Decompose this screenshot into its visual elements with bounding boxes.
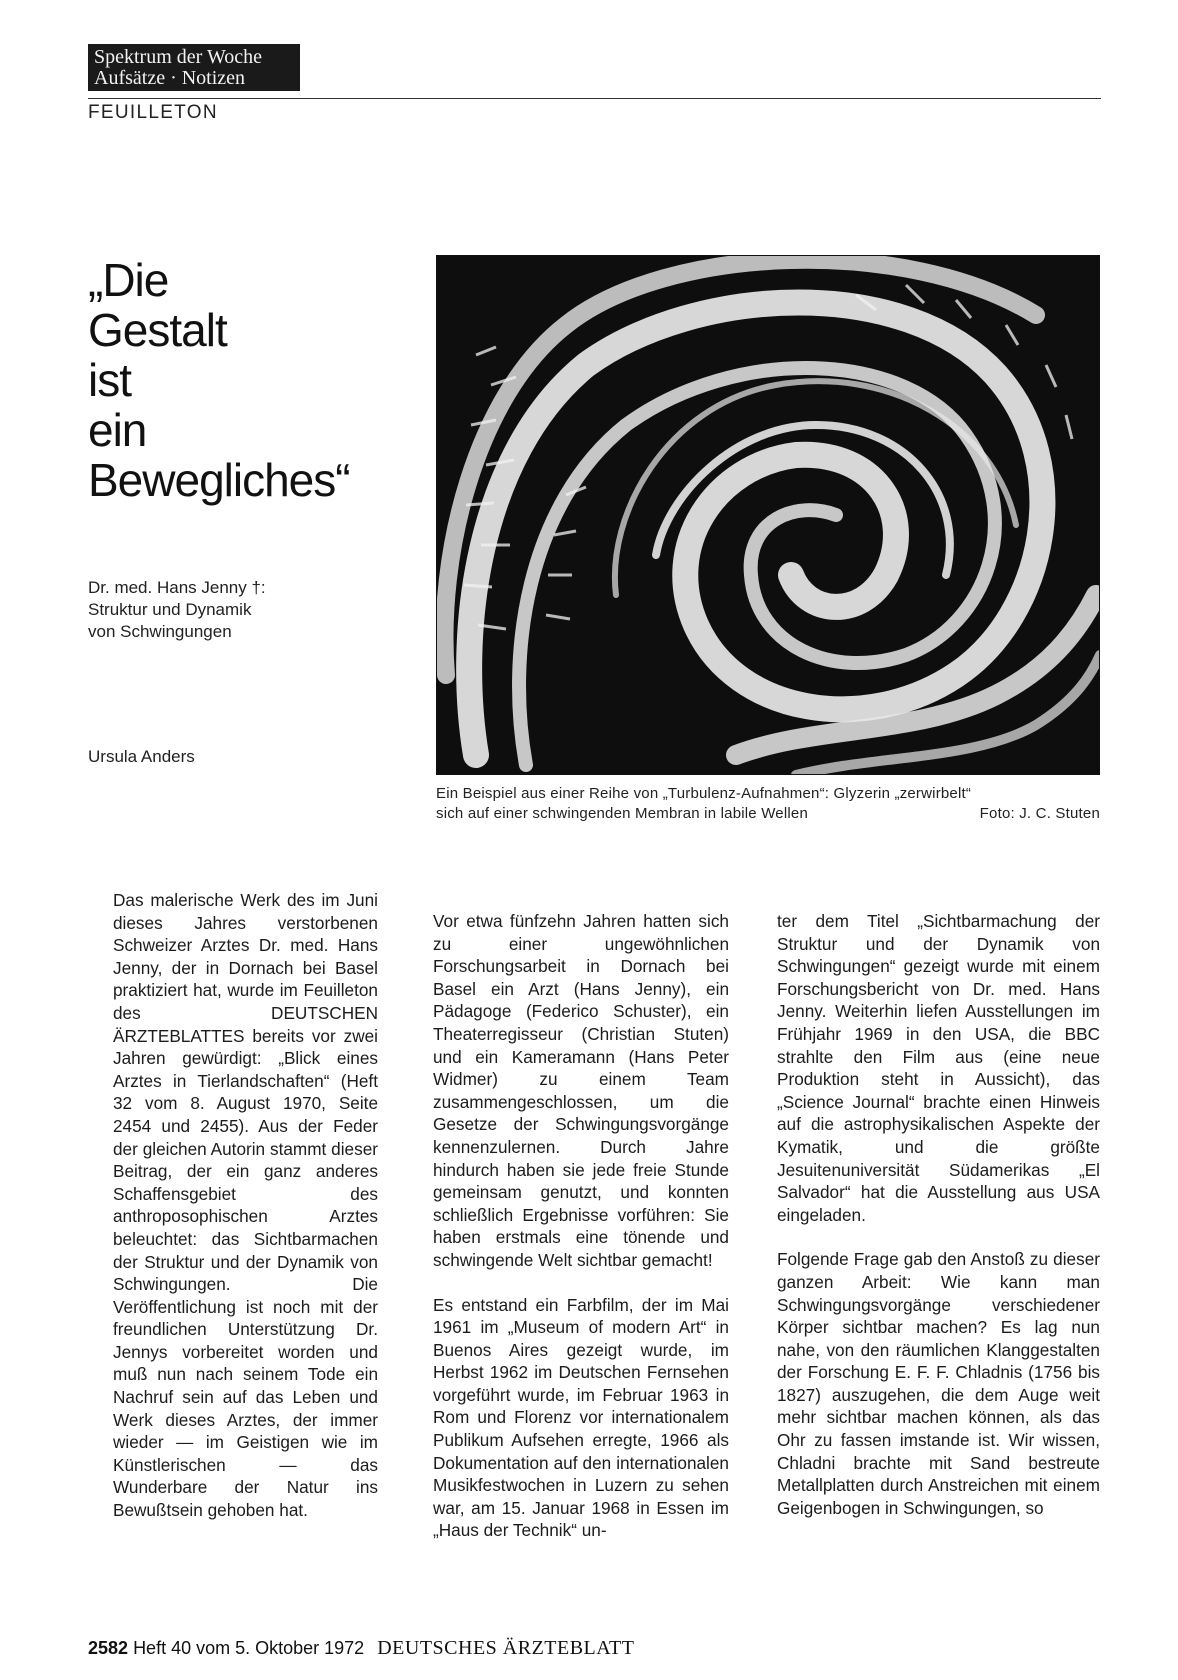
page-number: 2582	[88, 1638, 129, 1658]
figure-caption	[436, 784, 1100, 824]
paragraph: Das malerische Werk des im Juni dieses Jahres verstorbenen Schweizer Arztes Dr. med. Hans Jenny, der in Dornach bei Basel praktiziert hat, wurde im Feuilleton des DEUTSCHEN ÄRZTEBLATTES bereits vor zwei Jahren gewürdigt: „Blick eines Arztes in Tierlandschaften“ (Heft 32 vom 8. August 1970, Seite 2454 und 2455). Aus der Feder der gleichen Autorin stammt dieser Beitrag, der ein ganz anderes Schaffensgebiet des anthroposophischen Arztes beleuchtet: das Sichtbarmachen der Struktur und der Dynamik von Schwingungen. Die Veröffentlichung ist noch mit der freundlichen Unterstützung Dr. Jennys vorbereitet worden und muß nun nach seinem Tode ein Nachruf sein auf das Leben und Werk dieses Arztes, der immer wieder — im Geistigen wie im Künstlerischen — das Wunderbare der Natur ins Bewußtsein gehoben hat.	[113, 890, 378, 1521]
caption-line-1: Ein Beispiel aus einer Reihe von „Turbulenz-Aufnahmen“: Glyzerin „zerwirbelt“	[436, 785, 972, 802]
subtitle	[88, 577, 388, 643]
caption-line-2: sich auf einer schwingenden Membran in labile Wellen	[436, 805, 808, 822]
paragraph: Es entstand ein Farbfilm, der im Mai 1961 im „Museum of modern Art“ in Buenos Aires gezeigt wurde, im Herbst 1962 im Deutschen Fernsehen vorgeführt wurde, im Februar 1963 in Rom und Florenz vor internationalem Publikum Aufsehen erregte, 1966 als Dokumentation auf den internationalen Musikfestwochen in Luzern zu sehen war, am 15. Januar 1968 in Essen im „Haus der Technik“ un-	[433, 1294, 729, 1541]
badge-line-1: Spektrum der Woche	[94, 46, 262, 68]
section-badge	[88, 44, 300, 91]
headline-line: ist	[88, 354, 131, 406]
swirl-illustration	[436, 255, 1100, 775]
text-column-3	[777, 910, 1100, 1541]
author-name: Ursula Anders	[88, 747, 195, 766]
page-footer	[88, 1637, 634, 1660]
subtitle-line: Dr. med. Hans Jenny †:	[88, 578, 266, 597]
header-rule	[88, 98, 1101, 99]
headline	[88, 255, 408, 505]
paragraph: ter dem Titel „Sichtbarmachung der Struktur und der Dynamik von Schwingungen“ gezeigt wurde mit einem Forschungsbericht von Dr. med. Hans Jenny. Weiterhin liefen Ausstellungen im Frühjahr 1969 in den USA, die BBC strahlte den Film aus (eine neue Produktion steht in Aussicht), das „Science Journal“ brachte einen Hinweis auf die astrophysikalischen Aspekte der Kymatik, und die größte Jesuitenuniversität Südamerikas „El Salvador“ hat die Ausstellung aus USA eingeladen.	[777, 911, 1100, 1225]
paragraph: Vor etwa fünfzehn Jahren hatten sich zu einer ungewöhnlichen Forschungsarbeit in Dornach bei Basel ein Arzt (Hans Jenny), ein Pädagoge (Federico Schuster), ein Theaterregisseur (Christian Stuten) und ein Kameramann (Hans Peter Widmer) zu einem Team zusammengeschlossen, um die Gesetze der Schwingungsvorgänge kennenzulernen. Durch Jahre hindurch haben sie jede freie Stunde gemeinsam genutzt, und konnten schließlich Ergebnisse vorführen: Sie haben erstmals eine tönende und schwingende Welt sichtbar gemacht!	[433, 911, 729, 1270]
headline-line: Bewegliches“	[88, 454, 350, 506]
headline-line: Gestalt	[88, 304, 227, 356]
headline-line: „Die	[88, 254, 169, 306]
badge-line-2: Aufsätze · Notizen	[94, 67, 246, 89]
text-column-2	[433, 910, 729, 1564]
subtitle-line: von Schwingungen	[88, 622, 232, 641]
paragraph: Folgende Frage gab den Anstoß zu dieser ganzen Arbeit: Wie kann man Schwingungsvorgänge verschiedener Körper sichtbar machen? Es lag nun nahe, von den räumlichen Klanggestalten der Forschung E. F. F. Chladnis (1756 bis 1827) auszugehen, die dem Auge weit mehr sichtbar machen können, als das Ohr zu fassen imstande ist. Wir wissen, Chladni brachte mit Sand bestreute Metallplatten durch Anstreichen mit einem Geigenbogen in Schwingungen, so	[777, 1249, 1100, 1518]
headline-line: ein	[88, 404, 147, 456]
photo-credit: Foto: J. C. Stuten	[979, 805, 1100, 822]
turbulence-photo	[436, 255, 1100, 775]
section-label: FEUILLETON	[88, 102, 218, 123]
journal-name: DEUTSCHES ÄRZTEBLATT	[377, 1637, 635, 1659]
subtitle-line: Struktur und Dynamik	[88, 600, 252, 619]
text-column-1	[113, 889, 378, 1544]
issue-info: Heft 40 vom 5. Oktober 1972	[133, 1638, 365, 1658]
